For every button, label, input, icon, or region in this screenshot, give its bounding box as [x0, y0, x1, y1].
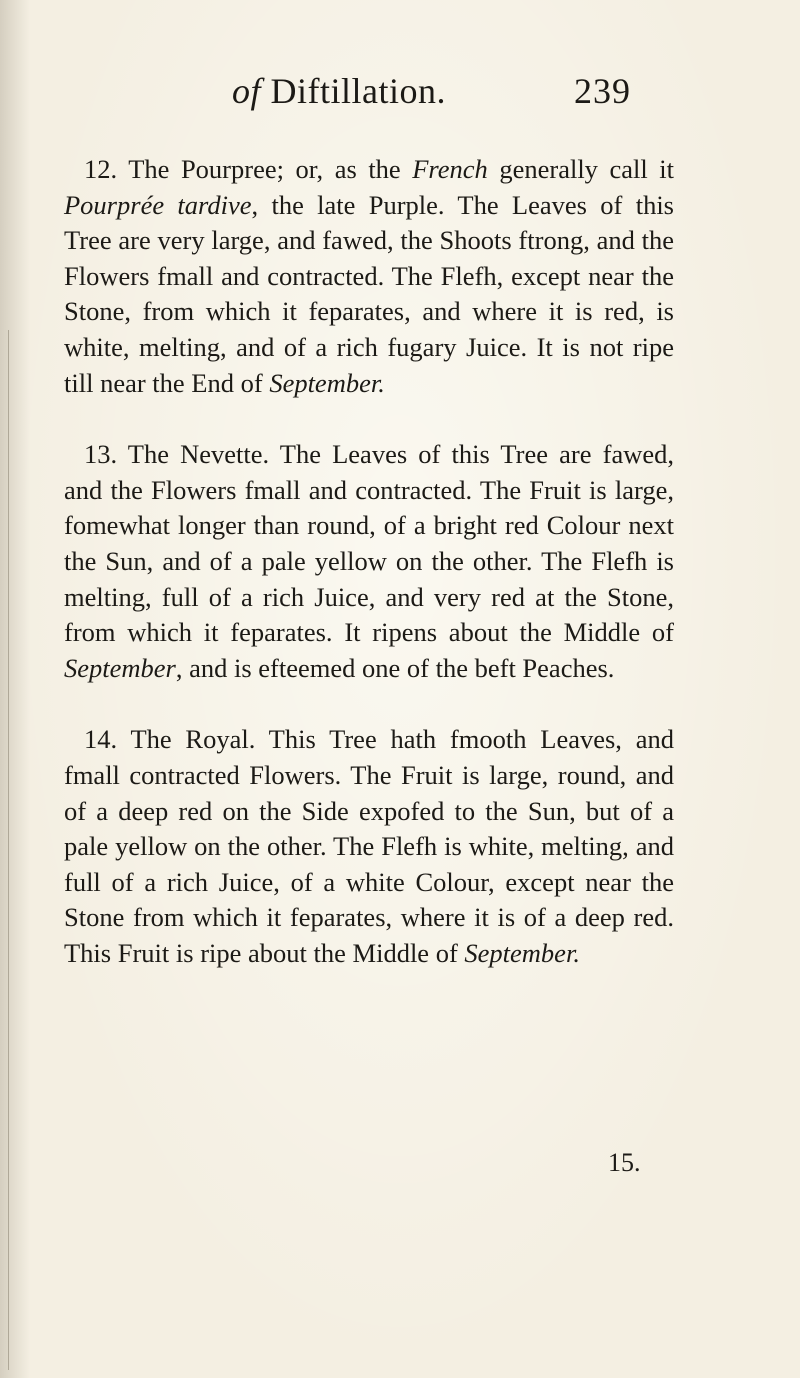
- text-run: 12. The Pourpree; or, as the: [84, 154, 413, 184]
- text-run: 13. The Nevette. The Leaves of this Tree are fawed, and the Flowers fmall and contracted. The Fruit is large, fomewhat longer than round, of a bright red Colour next the Sun, and of a pale yellow on the other. The Flefh is melting, full of a rich Juice, and very red at the Stone, from which it feparates. It ripens about the Middle of: [64, 439, 674, 648]
- gutter-shadow: [0, 0, 30, 1378]
- body-text: [64, 152, 674, 971]
- text-run: , and is efteemed one of the beft Peaches.: [175, 652, 615, 683]
- running-title-of: of: [232, 71, 262, 111]
- italic-run: September.: [269, 367, 385, 398]
- running-head: [0, 70, 800, 120]
- gutter-edge: [8, 330, 9, 1370]
- italic-run: September: [64, 652, 176, 683]
- italic-run: French: [412, 154, 488, 184]
- text-run: , the late Purple. The Leaves of this Tree are very large, and fawed, the Shoots ftrong, and the Flowers fmall and contracted. The Flefh, except near the Stone, from which it feparates, and where it is red, is white, melting, and of a rich fugary Juice. It is not ripe till near the End of: [64, 189, 674, 398]
- text-run: 14. The Royal. This Tree hath fmooth Leaves, and fmall contracted Flowers. The Fruit is large, round, and of a deep red on the Side expofed to the Sun, but of a pale yellow on the other. The Flefh is white, melting, and full of a rich Juice, of a white Colour, except near the Stone from which it feparates, where it is of a deep red. This Fruit is ripe about the Middle of: [64, 724, 674, 968]
- paragraph-12: [64, 152, 674, 401]
- paragraph-14: [64, 722, 674, 971]
- page-number: 239: [574, 71, 631, 111]
- italic-run: Pourprée tardive: [64, 189, 252, 220]
- running-title: [232, 70, 446, 112]
- paragraph-13: [64, 437, 674, 686]
- italic-run: September.: [464, 937, 580, 968]
- catchword: 15.: [608, 1148, 641, 1177]
- running-title-main: Diftillation.: [270, 71, 446, 111]
- text-run: generally call it: [487, 154, 674, 184]
